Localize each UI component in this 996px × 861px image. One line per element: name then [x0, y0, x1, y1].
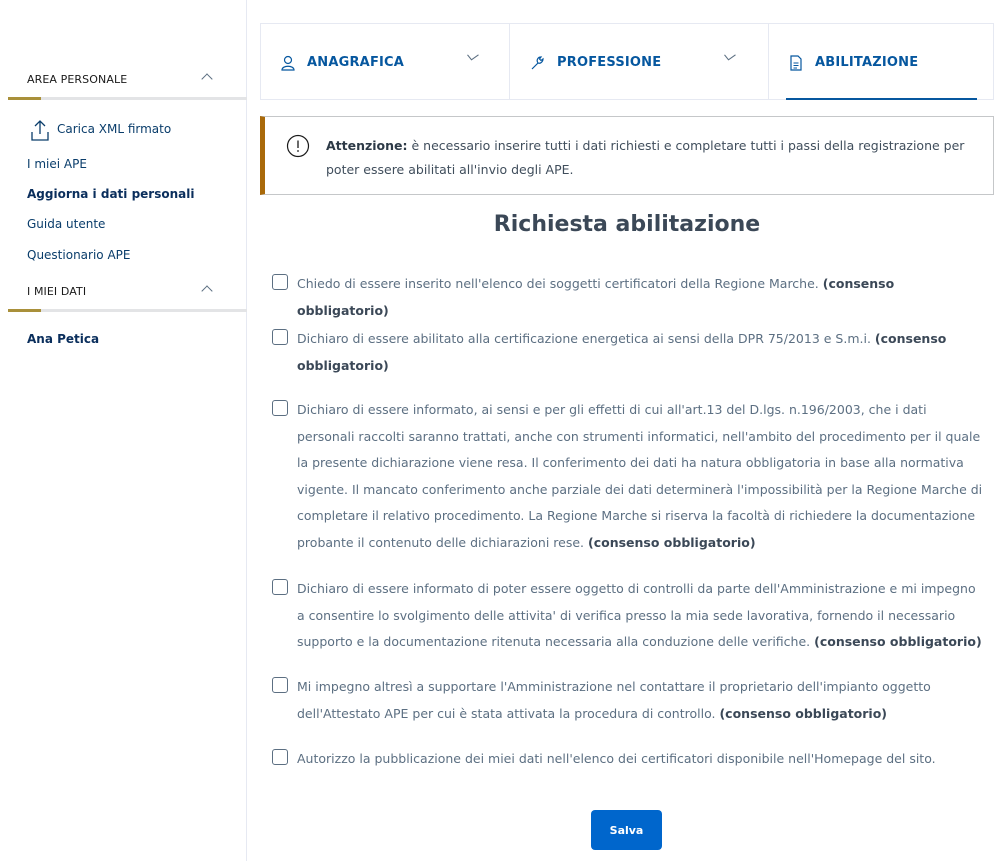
- tab-abilitazione[interactable]: [769, 24, 993, 99]
- sidebar-item-user-guide[interactable]: Guida utente: [27, 217, 106, 231]
- consent-checkbox[interactable]: [272, 400, 288, 416]
- section-area-personale[interactable]: [8, 62, 247, 100]
- sidebar-item-my-ape[interactable]: I miei APE: [27, 157, 87, 171]
- section-i-miei-dati-label: I MIEI DATI: [27, 285, 87, 298]
- tab-abilitazione-label: ABILITAZIONE: [815, 55, 919, 70]
- alert-circle-icon: [286, 134, 310, 158]
- consent-required: (consenso obbligatorio): [719, 705, 888, 721]
- alert-message: [326, 134, 966, 182]
- consent-checkbox[interactable]: [272, 677, 288, 693]
- section-i-miei-dati[interactable]: [8, 274, 247, 312]
- consent-text: [297, 674, 987, 727]
- consent-required: (consenso obbligatorio): [297, 331, 947, 373]
- sidebar-item-questionnaire[interactable]: Questionario APE: [27, 248, 131, 262]
- registration-steps: [260, 23, 994, 100]
- check-icon: [467, 54, 479, 61]
- consent-text: [297, 326, 987, 379]
- user-icon: [281, 55, 295, 71]
- consent-body: Dichiaro di essere informato di poter essere oggetto di controlli da parte dell'Amministrazione e mi impegno a consentire lo svolgimento delle attivita' di verifica presso la mia sede lavorativa, fornendo il necessario supporto e la documentazione ritenuta necessaria alla conduzione delle verifiche.: [297, 581, 976, 649]
- consent-checkbox[interactable]: [272, 329, 288, 345]
- consent-body: Mi impegno altresì a supportare l'Amministrazione nel contattare il proprietario dell'impianto oggetto dell'Attestato APE per cui è stata attivata la procedura di controllo.: [297, 679, 931, 721]
- consent-required: (consenso obbligatorio): [297, 276, 895, 318]
- active-tab-indicator: [786, 98, 977, 100]
- consent-text: [297, 746, 987, 773]
- consent-checkbox[interactable]: [272, 274, 288, 290]
- upload-xml-link[interactable]: Carica XML firmato: [57, 122, 172, 136]
- tab-professione-label: PROFESSIONE: [557, 55, 662, 70]
- alert-body: è necessario inserire tutti i dati richiesti e completare tutti i passi della registrazione per poter essere abilitati all'invio degli APE.: [326, 138, 965, 177]
- sidebar: [0, 0, 247, 861]
- upload-icon[interactable]: [31, 118, 49, 142]
- consent-required: (consenso obbligatorio): [587, 534, 756, 550]
- wrench-icon: [530, 55, 544, 71]
- user-name-link[interactable]: Ana Petica: [27, 332, 100, 346]
- save-button[interactable]: Salva: [591, 810, 662, 850]
- consent-body: Autorizzo la pubblicazione dei miei dati nell'elenco dei certificatori disponibile nell'Homepage del sito.: [297, 751, 936, 766]
- consent-text: [297, 397, 987, 556]
- section-area-personale-label: AREA PERSONALE: [27, 73, 128, 86]
- tab-anagrafica[interactable]: [261, 24, 510, 99]
- consent-body: Dichiaro di essere abilitato alla certificazione energetica ai sensi della DPR 75/2013 e S.m.i.: [297, 331, 875, 346]
- consent-text: [297, 576, 987, 656]
- consent-required: (consenso obbligatorio): [814, 634, 982, 649]
- consent-checkbox[interactable]: [272, 749, 288, 765]
- chevron-up-icon[interactable]: [201, 285, 212, 296]
- sidebar-item-update-data[interactable]: Aggiorna i dati personali: [27, 187, 195, 201]
- chevron-up-icon[interactable]: [201, 73, 212, 84]
- consent-checkbox[interactable]: [272, 579, 288, 595]
- consent-text: [297, 271, 987, 324]
- alert-strong: Attenzione:: [326, 138, 408, 153]
- check-icon: [724, 54, 736, 61]
- consent-body: Chiedo di essere inserito nell'elenco dei soggetti certificatori della Regione Marche.: [297, 276, 823, 291]
- attention-alert: [260, 116, 994, 195]
- consent-body: Dichiaro di essere informato, ai sensi e per gli effetti di cui all'art.13 del D.lgs. n.196/2003, che i dati personali raccolti saranno trattati, anche con strumenti informatici, nell'ambito del procedimento per il quale la presente dichiarazione viene resa. Il conferimento dei dati ha natura obbligatoria in base alla normativa vigente. Il mancato conferimento anche parziale dei dati determinerà l'impossibilità per la Regione Marche di completare il relativo procedimento. La Regione Marche si riserva la facoltà di richiedere la documentazione probante il contenuto delle dichiarazioni rese.: [297, 402, 983, 550]
- page-title: Richiesta abilitazione: [493, 212, 761, 237]
- document-icon: [789, 55, 803, 71]
- tab-anagrafica-label: ANAGRAFICA: [307, 55, 405, 70]
- tab-professione[interactable]: [510, 24, 769, 99]
